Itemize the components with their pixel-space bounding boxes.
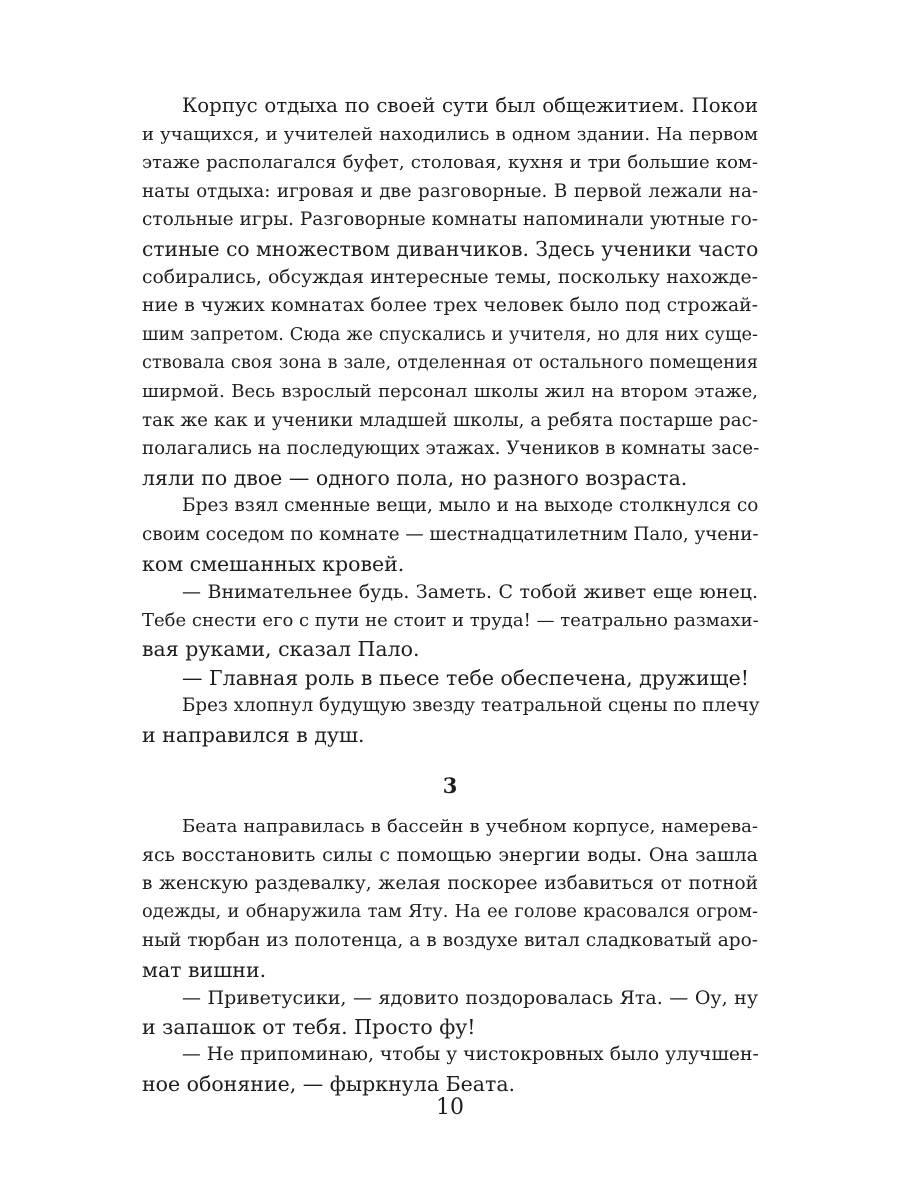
text-line: и запашок от тебя. Просто фу!	[142, 1014, 476, 1039]
text-line: ляли по двое — одного пола, но разного возраста.	[142, 465, 688, 490]
text-line: шим запретом. Сюда же спускались и учителя, но для них суще-	[142, 324, 758, 345]
text-line: собирались, обсуждая интересные темы, поскольку нахожде-	[142, 266, 758, 288]
text-line: Корпус отдыха по своей сути был общежитием. Покои	[182, 94, 758, 117]
text-line: ствовала своя зона в зале, отделенная от остального помещения	[142, 353, 758, 374]
text-line: вая руками, сказал Пало.	[142, 637, 420, 662]
text-line: Тебе снести его с пути не стоит и труда! — театрально размахи-	[142, 609, 759, 631]
text-line: ширмой. Весь взрослый персонал школы жил на втором этаже,	[142, 380, 758, 402]
text-line: этаже располагался буфет, столовая, кухня и три большие ком-	[142, 152, 758, 174]
text-block-1	[142, 92, 758, 750]
page-body	[142, 92, 758, 1099]
text-line: ком смешанных кровей.	[142, 551, 405, 576]
text-line: Брез взял сменные вещи, мыло и на выходе столкнулся со	[182, 495, 759, 517]
text-line: — Внимательнее будь. Заметь. С тобой живет еще юнец.	[182, 581, 758, 604]
text-line: и учащихся, и учителей находились в одном здании. На первом	[142, 123, 758, 145]
text-block-2	[142, 813, 758, 1099]
text-line: наты отдыха: игровая и две разговорные. В первой лежали на-	[142, 180, 758, 202]
text-line: — Приветусики, — ядовито поздоровалась Ята. — Оу, ну	[182, 987, 758, 1010]
text-line: своим соседом по комнате — шестнадцатилетним Пало, учени-	[142, 523, 759, 545]
text-line: в женскую раздевалку, желая поскорее избавиться от потной	[142, 872, 758, 894]
text-line: Брез хлопнул будущую звезду театральной сцены по плечу	[182, 695, 760, 717]
text-line: и направился в душ.	[142, 723, 365, 748]
text-line: — Не припоминаю, чтобы у чистокровных было улучшен-	[182, 1044, 759, 1066]
text-line: ное обоняние, — фыркнула Беата.	[142, 1072, 516, 1096]
page-number: 10	[436, 1095, 464, 1120]
text-line: — Главная роль в пьесе тебе обеспечена, дружище!	[182, 665, 749, 690]
text-line: стиные со множеством диванчиков. Здесь ученики часто	[142, 236, 759, 261]
text-line: полагались на последующих этажах. Учеников в комнаты засе-	[142, 438, 760, 460]
text-line: одежды, и обнаружила там Яту. На ее голове красовался огром-	[142, 902, 758, 923]
text-line: ный тюрбан из полотенца, а в воздухе витал сладковатый аро-	[142, 930, 758, 952]
text-line: ние в чужих комнатах более трех человек было под строжай-	[142, 295, 758, 317]
text-line: Беата направилась в бассейн в учебном корпусе, намерева-	[182, 815, 758, 837]
text-line: так же как и ученики младшей школы, а ребята постарше рас-	[142, 409, 758, 431]
text-line: ясь восстановить силы с помощью энергии воды. Она зашла	[142, 844, 758, 867]
chapter-heading: 3	[442, 772, 458, 798]
text-line: мат вишни.	[142, 957, 267, 982]
text-line: стольные игры. Разговорные комнаты напоминали уютные го-	[142, 209, 758, 231]
